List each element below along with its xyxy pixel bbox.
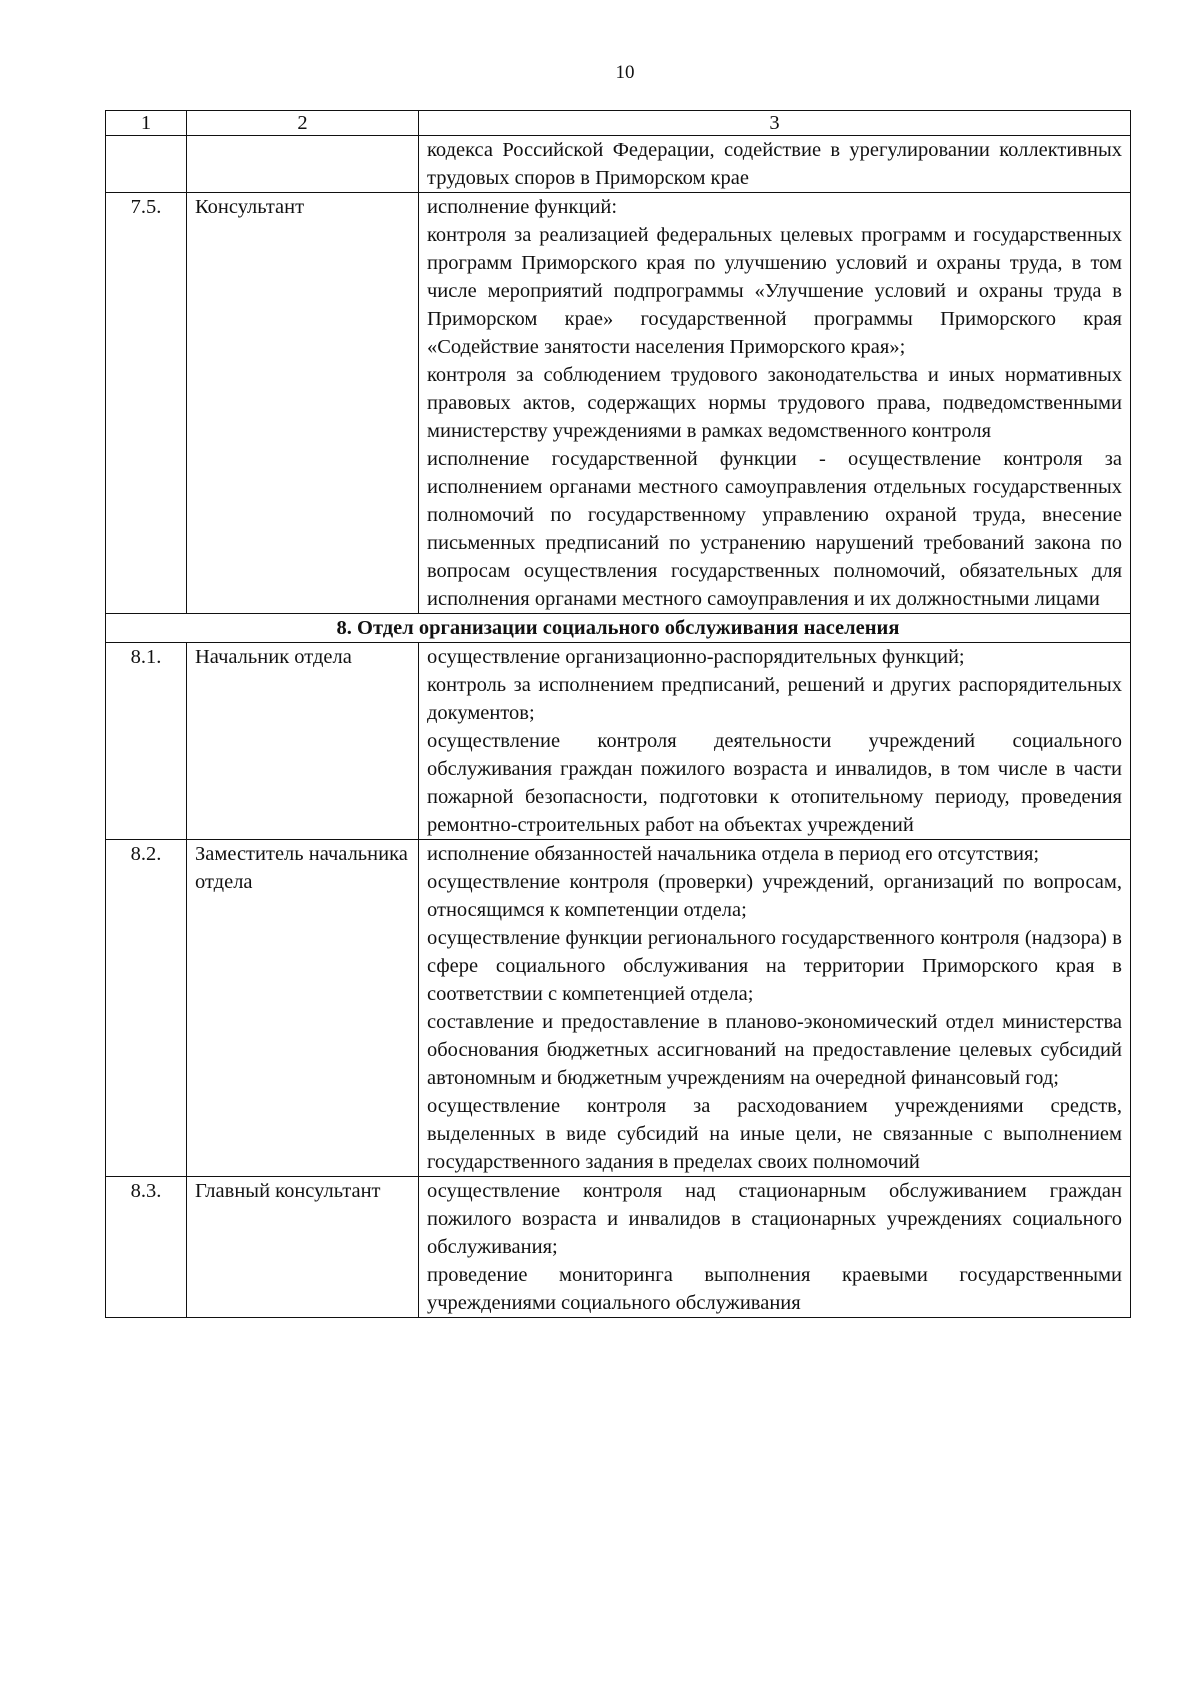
- item-number: [106, 136, 187, 193]
- position-title: [187, 136, 419, 193]
- duty-text: осуществление контроля за расходованием учреждениями средств, выделенных в виде субсидий на иные цели, не связанные с выполнением государственного задания в пределах своих полномочий: [427, 1095, 1122, 1173]
- duties-cell: [419, 1177, 1131, 1318]
- duty-text: проведение мониторинга выполнения краевыми государственными учреждениями социального обслуживания: [427, 1264, 1122, 1314]
- column-header: 1: [106, 111, 187, 136]
- duties-table: [105, 110, 1131, 1318]
- duties-cell: [419, 643, 1131, 840]
- item-number: 8.1.: [106, 643, 187, 840]
- duty-text: исполнение государственной функции - осуществление контроля за исполнением органами местного самоуправления отдельных государственных полномочий по государственному управлению охраной труда, внесение письменных предписаний по устранению нарушений требований закона по вопросам осуществления государственных полномочий, обязательных для исполнения органами местного самоуправления и их должностными лицами: [427, 448, 1122, 610]
- table-header-row: [106, 111, 1131, 136]
- position-title: Заместитель начальника отдела: [187, 840, 419, 1177]
- duty-text: контроля за реализацией федеральных целевых программ и государственных программ Приморского края по улучшению условий и охраны труда, в том числе мероприятий подпрограммы «Улучшение условий и охраны труда в Приморском крае» государственной программы Приморского края «Содействие занятости населения Приморского края»;: [427, 224, 1122, 358]
- position-title: Консультант: [187, 193, 419, 614]
- duties-cell: [419, 193, 1131, 614]
- duty-text: составление и предоставление в планово-экономический отдел министерства обоснования бюджетных ассигнований на предоставление целевых субсидий автономным и бюджетным учреждениям на очередной финансовый год;: [427, 1011, 1122, 1089]
- duty-text: контроля за соблюдением трудового законодательства и иных нормативных правовых актов, содержащих нормы трудового права, подведомственными министерству учреждениями в рамках ведомственного контроля: [427, 364, 1122, 442]
- section-row: [106, 614, 1131, 643]
- duties-cell: [419, 840, 1131, 1177]
- section-title: 8. Отдел организации социального обслуживания населения: [106, 614, 1131, 643]
- table-row: [106, 840, 1131, 1177]
- duty-text: исполнение обязанностей начальника отдела в период его отсутствия;: [427, 843, 1040, 865]
- table-row: [106, 193, 1131, 614]
- duty-text: осуществление функции регионального государственного контроля (надзора) в сфере социального обслуживания на территории Приморского края в соответствии с компетенцией отдела;: [427, 927, 1122, 1005]
- duty-text: осуществление контроля (проверки) учреждений, организаций по вопросам, относящимся к компетенции отдела;: [427, 871, 1122, 921]
- position-title: Начальник отдела: [187, 643, 419, 840]
- page-number: 10: [615, 62, 635, 83]
- column-header: 2: [187, 111, 419, 136]
- duty-text: контроль за исполнением предписаний, решений и других распорядительных документов;: [427, 674, 1122, 724]
- item-number: 8.3.: [106, 1177, 187, 1318]
- duty-text: осуществление контроля деятельности учреждений социального обслуживания граждан пожилого возраста и инвалидов, в том числе в части пожарной безопасности, подготовки к отопительному периоду, проведения ремонтно-строительных работ на объектах учреждений: [427, 730, 1122, 836]
- duties-cell: [419, 136, 1131, 193]
- duty-text: осуществление организационно-распорядительных функций;: [427, 646, 965, 668]
- table-row: [106, 1177, 1131, 1318]
- duty-text: кодекса Российской Федерации, содействие в урегулировании коллективных трудовых споров в Приморском крае: [427, 139, 1122, 189]
- item-number: 8.2.: [106, 840, 187, 1177]
- duty-text: осуществление контроля над стационарным обслуживанием граждан пожилого возраста и инвалидов в стационарных учреждениях социального обслуживания;: [427, 1180, 1122, 1258]
- duty-text: исполнение функций:: [427, 196, 618, 218]
- column-header: 3: [419, 111, 1131, 136]
- table-row: [106, 136, 1131, 193]
- item-number: 7.5.: [106, 193, 187, 614]
- position-title: Главный консультант: [187, 1177, 419, 1318]
- table-row: [106, 643, 1131, 840]
